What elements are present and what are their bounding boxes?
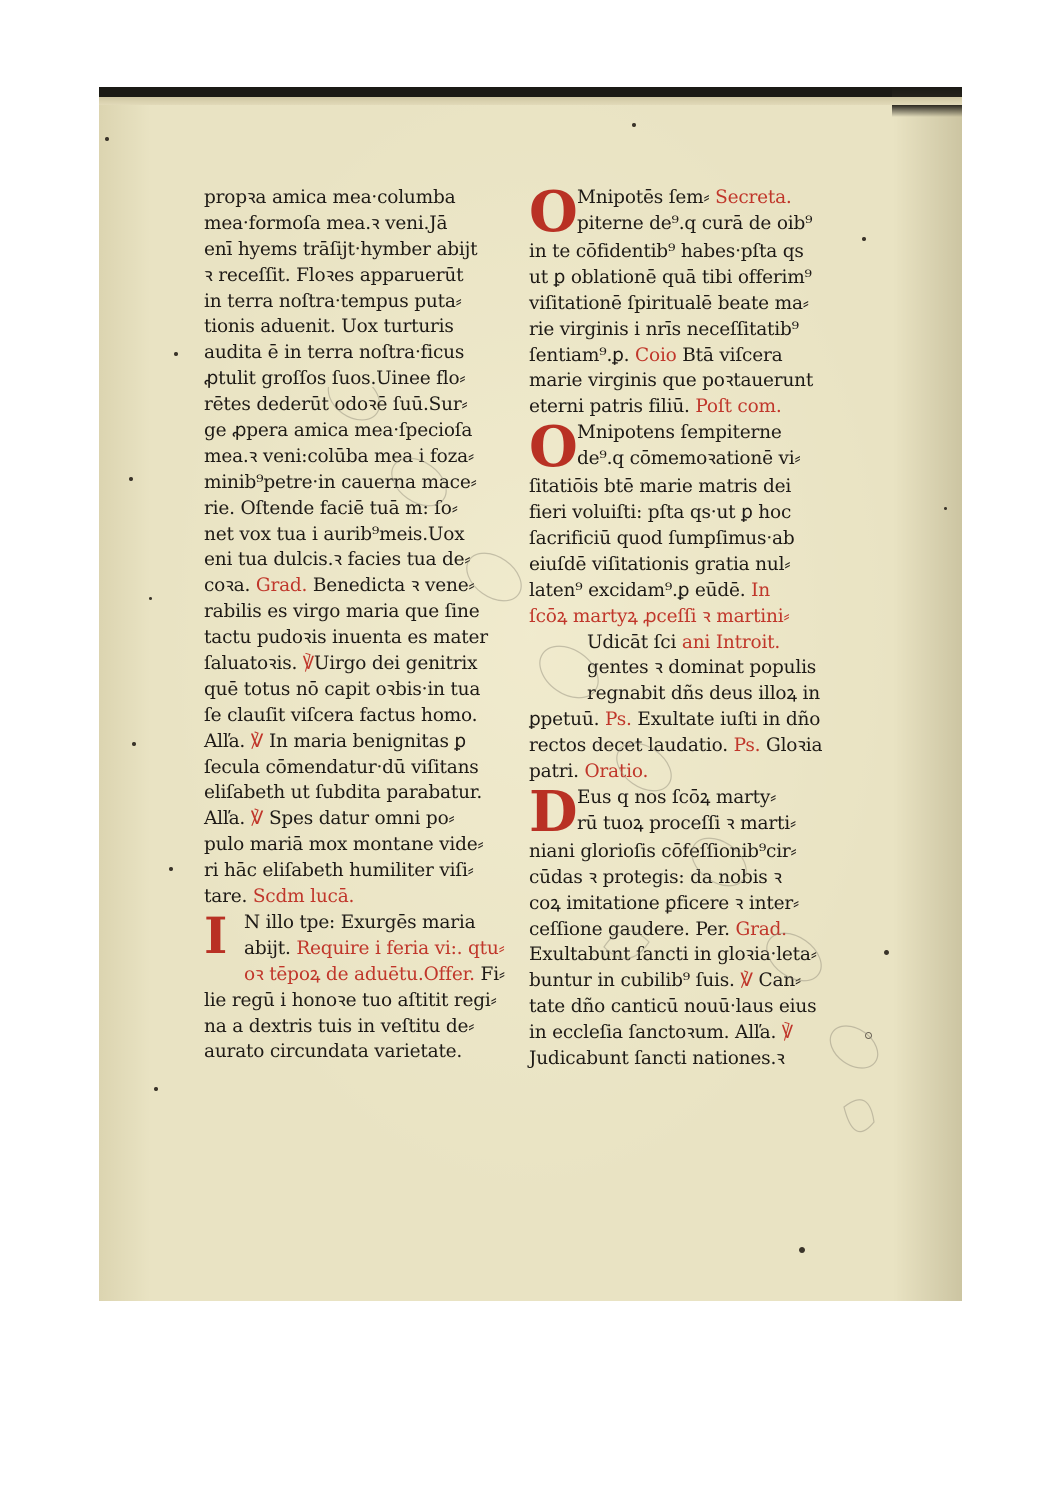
body-text: mea.ꝛ veni:colūba mea i foza⸗ bbox=[204, 445, 474, 467]
text-line bbox=[204, 418, 514, 444]
body-text: rie virginis i nrīs neceſſitatib⁹ bbox=[529, 318, 799, 340]
text-line bbox=[529, 759, 849, 785]
initial-block-deus bbox=[529, 785, 849, 839]
initial-block-i bbox=[204, 910, 514, 988]
body-text: ſacrificiū quod ſumpſimus·ab bbox=[529, 528, 795, 550]
text-line bbox=[204, 496, 514, 522]
body-text: Gloꝛia bbox=[760, 735, 823, 757]
rubric-text: Ps. bbox=[604, 709, 632, 731]
body-text: tare. bbox=[204, 886, 253, 908]
text-line bbox=[204, 522, 514, 548]
foxing-speck bbox=[799, 1247, 805, 1253]
text-line bbox=[204, 677, 514, 703]
text-line bbox=[529, 291, 849, 317]
body-text: Eus q nos ſcōꝝ marty⸗ bbox=[577, 786, 777, 808]
body-text: ri hāc eliſabeth humiliter viſi⸗ bbox=[204, 860, 474, 882]
rubric-text: Require i feria vi:. qtu⸗ bbox=[296, 937, 505, 959]
text-line bbox=[529, 343, 849, 369]
text-line bbox=[204, 1014, 514, 1040]
body-text: eiuſdē viſitationis gratia nul⸗ bbox=[529, 553, 791, 575]
body-text: de⁹.q cōmemoꝛationē vi⸗ bbox=[577, 448, 801, 470]
rubric-text: ℣ bbox=[781, 1022, 793, 1044]
body-text: viſitationē ſpiritualē beate ma⸗ bbox=[529, 292, 809, 314]
body-text: eni tua dulcis.ꝛ facies tua de⸗ bbox=[204, 549, 471, 571]
text-line bbox=[529, 578, 849, 604]
text-column-right bbox=[529, 185, 849, 1072]
body-text: Alľa. bbox=[204, 730, 251, 752]
text-line bbox=[529, 681, 849, 707]
text-line bbox=[204, 936, 514, 962]
foxing-speck bbox=[132, 742, 136, 746]
body-text: in eccleſia ſanctoꝛum. Alľa. bbox=[529, 1022, 782, 1044]
text-line bbox=[204, 366, 514, 392]
body-text: enī hyems trāſijt·hymber abijt bbox=[204, 238, 478, 260]
body-text: ſecula cōmendatur·dū viſitans bbox=[204, 756, 479, 778]
body-text: ſaluatoꝛis. bbox=[204, 653, 303, 675]
manuscript-scan bbox=[99, 87, 962, 1301]
body-text: niani glorioſis cōfeſſionib⁹cir⸗ bbox=[529, 840, 797, 862]
text-line bbox=[204, 392, 514, 418]
text-line bbox=[529, 1046, 849, 1072]
body-text: mea·formoſa mea.ꝛ veni.Jā bbox=[204, 212, 448, 234]
body-text: net vox tua i aurib⁹meis.Uox bbox=[204, 523, 465, 545]
body-text: Exultabunt ſancti in gloꝛia·leta⸗ bbox=[529, 944, 817, 966]
text-line bbox=[529, 994, 849, 1020]
text-line bbox=[529, 968, 849, 994]
rubric-text: Scdm lucā. bbox=[252, 886, 355, 908]
body-text: Can⸗ bbox=[752, 970, 802, 992]
text-line bbox=[204, 884, 514, 910]
text-line bbox=[529, 211, 849, 237]
body-text: aurato circundata varietate. bbox=[204, 1041, 463, 1063]
body-text: ge ꝓpera amica mea·ſpecioſa bbox=[204, 420, 473, 442]
text-line bbox=[529, 317, 849, 343]
body-text: Mnipotens ſempiterne bbox=[577, 422, 782, 444]
text-line bbox=[204, 444, 514, 470]
body-text: ꝑpetuū. bbox=[529, 709, 605, 731]
text-line bbox=[529, 526, 849, 552]
text-line bbox=[529, 446, 849, 472]
text-line bbox=[529, 942, 849, 968]
body-text: Benedicta ꝛ vene⸗ bbox=[307, 575, 475, 597]
body-text: ſentiam⁹.ꝑ. bbox=[529, 344, 636, 366]
body-text: ſe clauſit viſcera factus homo. bbox=[204, 704, 478, 726]
rubric-text: ℣ bbox=[250, 808, 264, 830]
body-text: eterni patris filiū. bbox=[529, 396, 696, 418]
rubric-text: Secreta. bbox=[715, 187, 792, 208]
text-line bbox=[529, 239, 849, 265]
text-line bbox=[529, 1020, 849, 1046]
foxing-speck bbox=[154, 1087, 158, 1091]
body-text: marie virginis que poꝛtauerunt bbox=[529, 370, 814, 392]
text-line bbox=[529, 865, 849, 891]
text-line bbox=[529, 552, 849, 578]
body-text: quē totus nō capit oꝛbis·in tua bbox=[204, 678, 481, 700]
text-line bbox=[204, 755, 514, 781]
text-line bbox=[204, 573, 514, 599]
rubric-text: oꝛ tēpoꝝ de aduētu. bbox=[244, 963, 424, 985]
body-text: na a dextris tuis in veſtitu de⸗ bbox=[204, 1015, 475, 1037]
foxing-speck bbox=[884, 950, 889, 955]
rubric-text: Grad. bbox=[735, 918, 787, 940]
body-text: ceſſione gaudere. Per. bbox=[529, 918, 736, 940]
body-text: eliſabeth ut ſubdita parabatur. bbox=[204, 782, 483, 804]
text-line bbox=[204, 289, 514, 315]
body-text: audita ē in terra noſtra·ficus bbox=[204, 342, 465, 364]
body-text: ꝓtulit groſſos ſuos.Uinee flo⸗ bbox=[204, 368, 466, 390]
rubric-text: ani Introit. bbox=[681, 631, 781, 653]
text-line bbox=[204, 988, 514, 1014]
foxing-speck bbox=[865, 1032, 872, 1039]
scan-top-edge bbox=[99, 87, 962, 97]
body-text: regnabit dñs deus illoꝝ in bbox=[587, 683, 820, 705]
text-line bbox=[204, 703, 514, 729]
body-text: coꝝ imitatione ꝑficere ꝛ inter⸗ bbox=[529, 892, 799, 914]
text-line bbox=[529, 785, 849, 811]
body-text: buntur in cubilib⁹ ſuis. bbox=[529, 970, 741, 992]
body-text: In maria benignitas ꝑ bbox=[263, 730, 466, 752]
body-text: rū tuoꝝ proceſſi ꝛ marti⸗ bbox=[577, 812, 796, 834]
body-text: propꝛa amica mea·columba bbox=[204, 187, 456, 208]
body-text: Btā viſcera bbox=[676, 344, 783, 366]
rubric-text: In bbox=[751, 579, 770, 601]
text-line bbox=[204, 962, 514, 988]
rubric-text: Oratio. bbox=[584, 761, 649, 783]
body-text: abijt. bbox=[244, 937, 297, 959]
body-text: pulo mariā mox montane vide⸗ bbox=[204, 834, 484, 856]
text-line bbox=[204, 470, 514, 496]
body-text: rectos decet laudatio. bbox=[529, 735, 734, 757]
foxing-speck bbox=[944, 507, 947, 510]
text-line bbox=[529, 394, 849, 420]
body-text: tactu pudoꝛis inuenta es mater bbox=[204, 627, 488, 649]
foxing-speck bbox=[149, 597, 152, 600]
foxing-speck bbox=[129, 477, 133, 481]
body-text: cūdas ꝛ protegis: da nobis ꝛ bbox=[529, 866, 782, 888]
text-line bbox=[204, 599, 514, 625]
text-line bbox=[204, 910, 514, 936]
body-text: gentes ꝛ dominat populis bbox=[587, 657, 817, 679]
text-line bbox=[529, 811, 849, 837]
body-text: in terra noſtra·tempus puta⸗ bbox=[204, 290, 462, 312]
body-text: rabilis es virgo maria que ſine bbox=[204, 601, 480, 623]
text-line bbox=[204, 263, 514, 289]
body-text: laten⁹ excidam⁹.ꝑ eūdē. bbox=[529, 579, 752, 601]
body-text: Mnipotēs ſem⸗ bbox=[577, 187, 716, 208]
text-line bbox=[529, 655, 849, 681]
text-line bbox=[204, 780, 514, 806]
text-line bbox=[204, 237, 514, 263]
text-line bbox=[204, 185, 514, 211]
red-initial-o-2: O bbox=[529, 420, 578, 475]
initial-block-omnipotens-1 bbox=[529, 185, 849, 239]
text-column-left bbox=[204, 185, 514, 1065]
foxing-speck bbox=[169, 867, 173, 871]
body-text: tionis aduenit. Uox turturis bbox=[204, 316, 454, 338]
foxing-speck bbox=[105, 137, 109, 141]
text-line bbox=[529, 891, 849, 917]
text-line bbox=[529, 839, 849, 865]
body-text: patri. bbox=[529, 761, 585, 783]
text-line bbox=[529, 474, 849, 500]
text-line bbox=[204, 1039, 514, 1065]
text-line bbox=[204, 806, 514, 832]
rubric-text: ſcōꝝ martyꝝ ꝓceſſi ꝛ martini⸗ bbox=[529, 605, 790, 627]
body-text: lie regū i honoꝛe tuo aſtitit regi⸗ bbox=[204, 989, 497, 1011]
foxing-speck bbox=[862, 237, 866, 241]
page-fold bbox=[99, 97, 962, 105]
text-line bbox=[204, 625, 514, 651]
red-initial-o-1: O bbox=[529, 185, 578, 239]
body-text: Uirgo dei genitrix bbox=[313, 653, 478, 675]
text-line bbox=[529, 604, 849, 630]
rubric-text: Coio bbox=[635, 344, 677, 366]
body-text: Udicāt ſci bbox=[587, 631, 682, 653]
text-line bbox=[529, 265, 849, 291]
text-line bbox=[529, 368, 849, 394]
text-line bbox=[204, 651, 514, 677]
body-text: ſitatiōis btē marie matris dei bbox=[529, 476, 792, 498]
body-text: Spes datur omni po⸗ bbox=[263, 808, 455, 830]
body-text: minib⁹petre·in cauerna mace⸗ bbox=[204, 471, 477, 493]
text-line bbox=[204, 340, 514, 366]
body-text: ut ꝑ oblationē quā tibi offerim⁹ bbox=[529, 266, 812, 288]
rubric-text: Ps. bbox=[733, 735, 761, 757]
body-text: Alľa. bbox=[204, 808, 251, 830]
text-line bbox=[529, 630, 849, 656]
body-text: in te cōfidentib⁹ habes·pſta qs bbox=[529, 241, 804, 262]
body-text: rētes dederūt odoꝛē ſuū.Sur⸗ bbox=[204, 394, 468, 416]
body-text: N illo tpe: Exurgēs maria bbox=[244, 911, 476, 933]
text-line bbox=[529, 500, 849, 526]
red-initial-d: D bbox=[529, 784, 578, 839]
body-text: piterne de⁹.q curā de oib⁹ bbox=[577, 212, 813, 234]
rubric-text: ℣ bbox=[740, 970, 753, 992]
rubric-text: ℣ bbox=[250, 730, 264, 752]
rubric-text: Grad. bbox=[255, 575, 308, 597]
body-text: ꝛ receſſit. Floꝛes apparuerūt bbox=[204, 264, 464, 286]
body-text: Exultate iuſti in dño bbox=[631, 709, 821, 731]
text-line bbox=[204, 858, 514, 884]
initial-block-omnipotens-2 bbox=[529, 420, 849, 474]
text-line bbox=[529, 420, 849, 446]
text-line bbox=[204, 547, 514, 573]
red-initial-i: I bbox=[204, 909, 228, 965]
text-line bbox=[529, 733, 849, 759]
body-text: fieri voluiſti: pſta qs·ut ꝑ hoc bbox=[529, 502, 792, 524]
text-line bbox=[204, 314, 514, 340]
body-text: coꝛa. bbox=[204, 575, 256, 597]
body-text: rie. Oſtende faciē tuā m: ſo⸗ bbox=[204, 497, 458, 519]
foxing-speck bbox=[632, 123, 636, 127]
rubric-text: Offer. bbox=[423, 963, 475, 985]
body-text: Fi⸗ bbox=[474, 963, 505, 985]
text-line bbox=[204, 729, 514, 755]
text-line bbox=[529, 707, 849, 733]
body-text: Judicabunt ſancti nationes.ꝛ bbox=[529, 1048, 785, 1070]
rubric-text: ℣ bbox=[302, 653, 314, 675]
rubric-text: Poſt com. bbox=[695, 396, 782, 418]
text-line bbox=[529, 917, 849, 943]
text-line bbox=[204, 211, 514, 237]
text-line bbox=[529, 185, 849, 211]
foxing-speck bbox=[174, 352, 178, 356]
body-text: tate dño canticū nouū·laus eius bbox=[529, 996, 817, 1018]
text-line bbox=[204, 832, 514, 858]
